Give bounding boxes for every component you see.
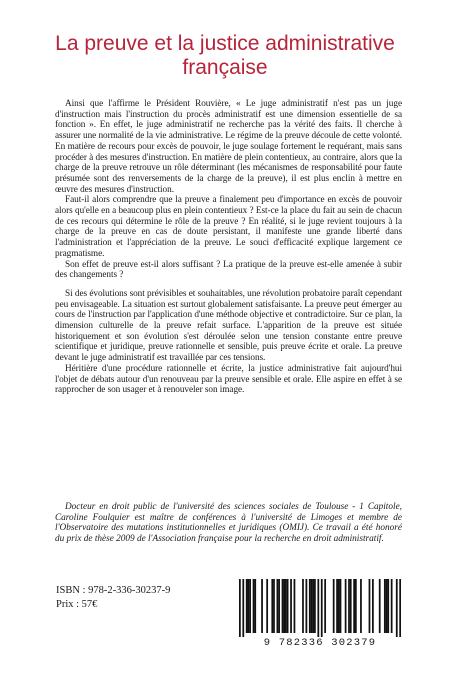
barcode-bar [350, 579, 352, 633]
barcode-bar [277, 579, 279, 633]
barcode-bar [239, 579, 241, 637]
barcode-bar [302, 579, 304, 633]
barcode-bar [242, 579, 244, 637]
barcode-bar [384, 579, 386, 633]
blurb-paragraph-5: Héritière d'une procédure rationnelle et écrite, la justice administrative fait aujourd'hui l'objet de débats autour d'un renouveau par la preuve sensible et orale. Elle aspire en effet à se rapprocher de son usager et à renouveler son image. [55, 363, 402, 396]
barcode-bar [391, 579, 393, 633]
barcode-bar [387, 579, 389, 633]
barcode-bar [249, 579, 251, 633]
barcode-bar [283, 579, 285, 633]
blurb-paragraph-4: Si des évolutions sont prévisibles et souhaitables, une révolution probatoire paraît cependant peu envisageable. La situation est surtout globalement satisfaisante. La preuve peut émerger au cours de l'instruction par l'application d'une méthode objective et contradictoire. Sur ce plan, la dimension culturelle de la preuve refait surface. L'apparition de la preuve est située historiquement et son évolution s'est déroulée selon une tension constante entre preuve scientifique et juridique, preuve rationnelle et sensible, puis preuve écrite et orale. La preuve devant le juge administratif est travaillée par ces tensions. [55, 288, 402, 364]
barcode-bar [294, 579, 296, 633]
author-biography: Docteur en droit public de l'université des sciences sociales de Toulouse - 1 Capitole, Caroline Foulquier est maître de conférences à l'université de Limoges et membre de l'Observatoire des mutations institutionnelles et juridiques (OMIJ). Ce travail a été honoré du prix de thèse 2009 de l'Association française pour la recherche en droit administratif. [55, 502, 402, 545]
barcode-bar [355, 579, 357, 633]
barcode-bar [379, 579, 381, 633]
barcode-bar [273, 579, 275, 633]
barcode-bar [285, 579, 287, 633]
barcode-bar [246, 579, 248, 633]
barcode-bar [386, 579, 388, 633]
book-title [20, 32, 430, 80]
barcode-bar [396, 579, 398, 637]
barcode-bar [290, 579, 292, 633]
barcode-bar [266, 579, 268, 633]
barcode-bars [239, 579, 401, 637]
blurb-paragraph-1: Ainsi que l'affirme le Président Rouvière, « Le juge administratif n'est pas un juge d'instruction mais l'instruction du procès administratif est une dimension essentielle de sa fonction ». En effet, le juge administratif ne recherche pas la vérité des faits. Il cherche à assurer une normalité de la vie administrative. Le régime de la preuve découle de cette volonté. En matière de recours pour excès de pouvoir, le juge soulage fortement le requérant, mais sans procéder à des mesures d'instruction. En matière de plein contentieux, au contraire, alors que la charge de la preuve retrouve un rôle déterminant (les mécanismes de responsabilité pour faute présumée sont des renversements de la charge de la preuve), il est plus enclin à mettre en œuvre des mesures d'instruction. [55, 99, 402, 195]
barcode-bar [324, 579, 326, 633]
book-price: Prix : 57€ [56, 599, 98, 610]
barcode-bar [271, 579, 273, 633]
barcode-bar [353, 579, 355, 633]
ean-barcode [231, 575, 409, 653]
barcode-bar [333, 579, 335, 633]
barcode-bar [311, 579, 313, 633]
barcode-bar [317, 579, 319, 637]
barcode-bar [360, 579, 362, 633]
barcode-bar [287, 579, 289, 633]
barcode-bar [340, 579, 342, 633]
blurb-text [55, 99, 402, 396]
barcode-bar [338, 579, 340, 633]
barcode-bar [345, 579, 347, 633]
barcode-bar [278, 579, 280, 633]
barcode-bar [348, 579, 350, 633]
barcode-bar [399, 579, 401, 637]
barcode-bar [314, 579, 316, 633]
barcode-bar [282, 579, 284, 633]
barcode-bar [321, 579, 323, 637]
book-title-line-2: française [182, 56, 268, 79]
isbn-number: ISBN : 978-2-336-30237-9 [56, 585, 171, 596]
blurb-paragraph-2: Faut-il alors comprendre que la preuve a finalement peu d'importance en excès de pouvoir alors qu'elle en a beaucoup plus en plein contentieux ? Est-ce la place du fait au sein de chacun de ces recours qui détermine le rôle de la preuve ? En réalité, si le juge revient toujours à la charge de la preuve en cas de doute persistant, il manifeste une grande liberté dans l'administration et l'appréciation de la preuve. Le souci d'efficacité explique largement ce pragmatisme. [55, 195, 402, 259]
barcode-bar [372, 579, 374, 633]
barcode-bar [336, 579, 338, 633]
barcode-digits: 9 782336 302379 [263, 637, 377, 649]
barcode-bar [309, 579, 311, 633]
barcode-bar [254, 579, 256, 633]
barcode-bar [253, 579, 255, 633]
barcode-bar [261, 579, 263, 633]
barcode-bar [248, 579, 250, 633]
barcode-bar [312, 579, 314, 633]
barcode-bar [306, 579, 308, 633]
barcode-bar [369, 579, 371, 633]
blurb-paragraph-3: Son effet de preuve est-il alors suffisant ? La pratique de la preuve est-elle amenée à subir des changements ? [55, 259, 402, 281]
book-title-line-1: La preuve et la justice administrative [55, 32, 395, 55]
